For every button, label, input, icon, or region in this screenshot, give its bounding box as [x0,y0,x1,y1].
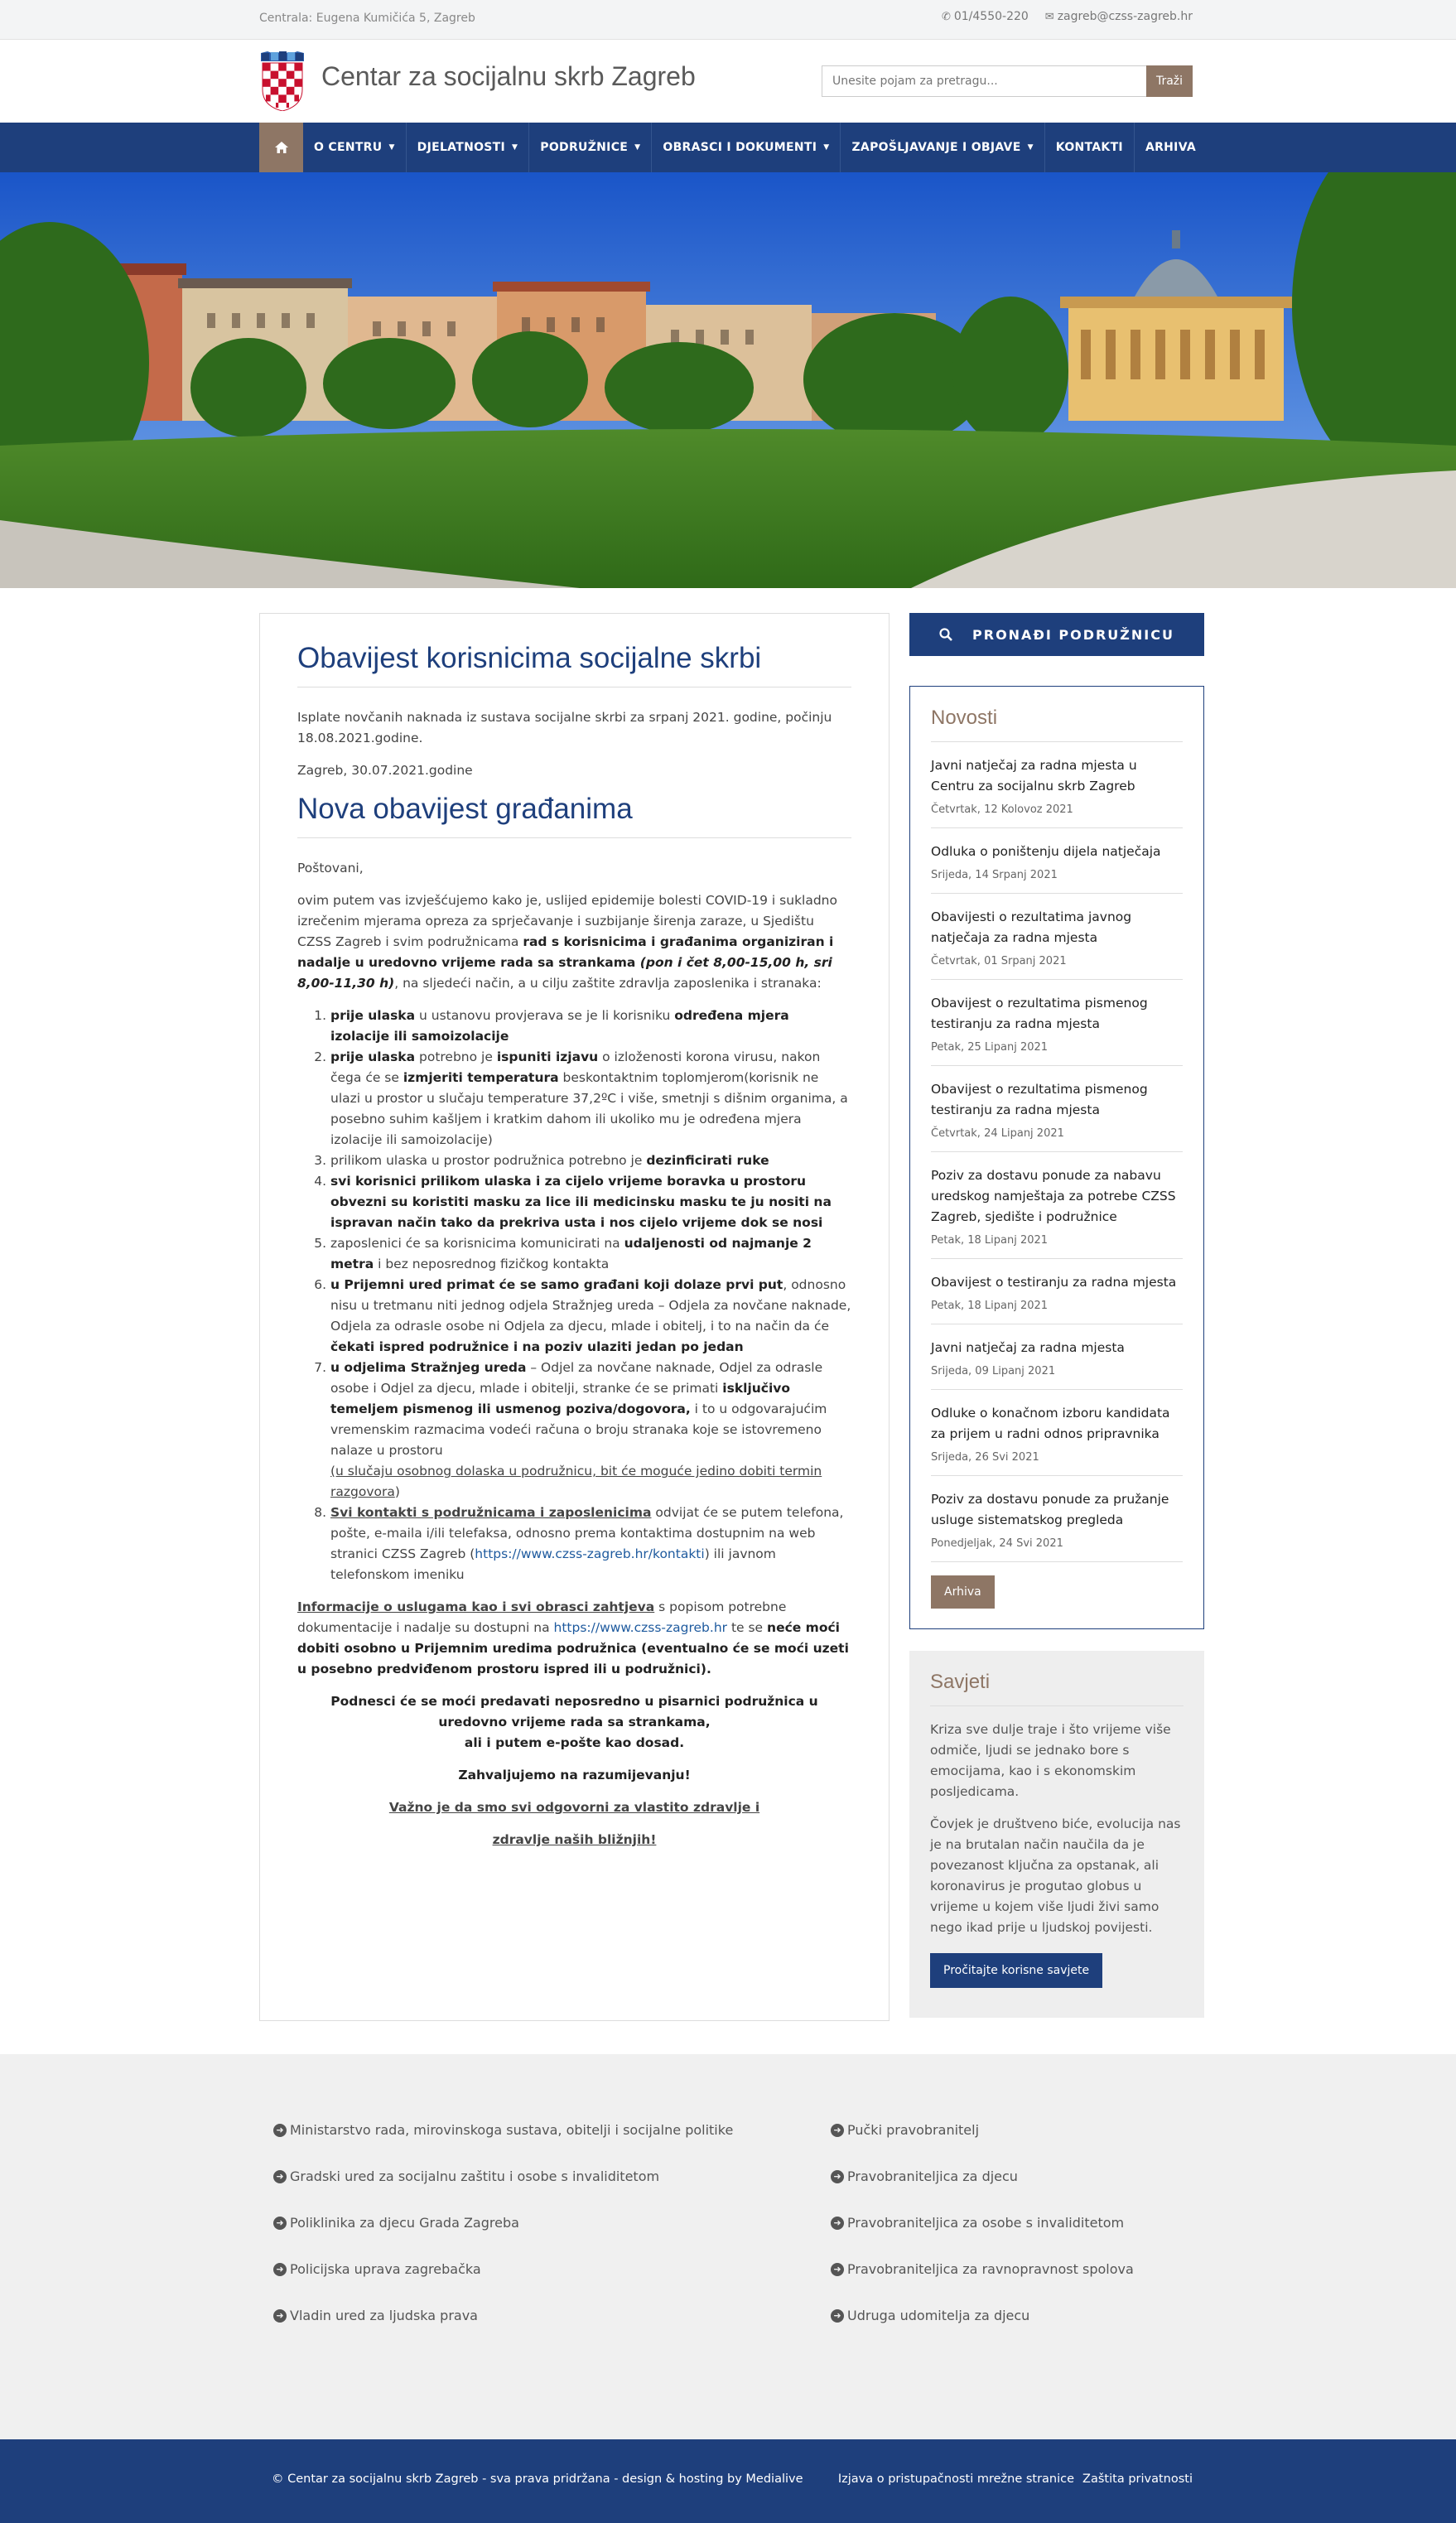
contacts-link[interactable]: https://www.czss-zagreb.hr/kontakti [475,1546,705,1561]
main-content [259,613,890,2021]
nav-podruznice[interactable] [529,123,652,172]
news-title[interactable]: Javni natječaj za radna mjesta [931,1340,1125,1355]
site-header [0,40,1456,123]
intro-paragraph: ovim putem vas izvješćujemo kako je, uslijed epidemije bolesti COVID-19 i sukladno izrečenim mjerama opreza za sprječavanje i suzbijanje širenja zaraze, u Sjedištu CZSS Zagreb i svim podružnicama rad s korisnicima i građanima organiziran i nadalje u uredovno vrijeme rada sa strankama (pon i čet 8,00-15,00 h, sri 8,00-11,30 h), na sljedeći način, a u cilju zaštite zdravlja zaposlenika i stranaka: [297,893,837,991]
home-icon [274,141,289,154]
chevron-down-icon: ▼ [388,143,395,152]
health-note-2: zdravlje naših bližnjih! [492,1832,657,1847]
accessibility-link[interactable]: Izjava o pristupačnosti mrežne stranice [837,2472,1075,2486]
phone-link[interactable] [942,10,1029,23]
arrow-right-circle-icon: ➜ [273,2309,287,2323]
nav-o-centru[interactable] [303,123,407,172]
news-title[interactable]: Odluke o konačnom izboru kandidata za prijem u radni odnos pripravnika [931,1406,1170,1441]
arrow-right-circle-icon: ➜ [273,2263,287,2276]
footer-links-right [831,2122,1134,2354]
news-title[interactable]: Javni natječaj za radna mjesta u Centru za socijalnu skrb Zagreb [931,758,1137,794]
news-item[interactable] [931,1403,1183,1476]
search-input[interactable] [822,65,1146,97]
email-link[interactable] [1045,10,1193,23]
chevron-down-icon: ▼ [512,143,518,152]
nav-obrasci[interactable] [652,123,841,172]
nav-label: DJELATNOSTI [417,141,506,154]
news-date: Četvrtak, 12 Kolovoz 2021 [931,803,1073,816]
arrow-right-circle-icon: ➜ [273,2217,287,2230]
arrow-right-circle-icon: ➜ [831,2170,844,2183]
bottom-bar [0,2439,1456,2523]
nav-label: ARHIVA [1145,141,1197,154]
news-date: Srijeda, 26 Svi 2021 [931,1451,1039,1464]
news-date: Petak, 18 Lipanj 2021 [931,1234,1049,1247]
news-item[interactable] [931,1165,1183,1259]
news-title[interactable]: Obavijesti o rezultatima javnog natječaja za radna mjesta [931,909,1132,945]
tips-paragraph: Kriza sve dulje traje i što vrijeme više odmiče, ljudi se jednako bore s emocijama, kao i s ekonomskim posljedicama. [930,1722,1171,1799]
phone-text: 01/4550-220 [953,10,1029,23]
footer-link[interactable]: ➜ Pravobraniteljica za djecu [831,2168,1134,2215]
sidebar [909,613,1204,2018]
article-title[interactable]: Obavijest korisnicima socijalne skrbi [297,642,851,687]
news-item[interactable] [931,842,1183,894]
address-text: Centrala: Eugena Kumičića 5, Zagreb [259,12,475,25]
tips-paragraph: Čovjek je društveno biće, evolucija nas je na brutalan način naučila da je povezanost ključna za opstanak, ali koronavirus je progutao globus u vrijeme u kojem više ljudi živi samo nego ikad prije u ljudskoj povijesti. [930,1816,1181,1935]
footer-link[interactable]: ➜ Pravobraniteljica za osobe s invaliditetom [831,2215,1134,2261]
nav-label: PODRUŽNICE [540,141,629,154]
search-button[interactable]: Traži [1146,65,1193,97]
arrow-right-circle-icon: ➜ [831,2263,844,2276]
arrow-right-circle-icon: ➜ [273,2124,287,2137]
news-heading: Novosti [931,707,1183,742]
footer-link[interactable]: ➜ Pučki pravobranitelj [831,2122,1134,2168]
news-item[interactable] [931,755,1183,828]
news-date: Petak, 25 Lipanj 2021 [931,1041,1049,1054]
info-paragraph: Informacije o uslugama kao i svi obrasci zahtjeva s popisom potrebne dokumentacije i nadalje su dostupni na https://www.czss-zagreb.hr te se neće moći dobiti osobno u Prijemnim uredima podružnica (eventualno će se moći uzeti u posebno predviđenom prostoru ispred ili u podružnici). [297,1599,849,1676]
list-item: 8. Svi kontakti s podružnicama i zaposlenicima odvijat će se putem telefona, pošte, e-maila i/ili telefaksa, odnosno prema kontaktima dostupnim na web stranici CZSS Zagreb (https://www.czss-zagreb.hr/kontakti) ili javnom telefonskom imeniku [330,1503,851,1585]
news-title[interactable]: Poziv za dostavu ponude za nabavu uredskog namještaja za potrebe CZSS Zagreb, sjedište i podružnice [931,1168,1176,1224]
copyright-text: © Centar za socijalnu skrb Zagreb - sva prava pridržana - design & hosting by Medialive [272,2472,803,2486]
list-item: 3. prilikom ulaska u prostor podružnica potrebno je dezinficirati ruke [330,1151,851,1171]
privacy-link[interactable]: Zaštita privatnosti [1082,2472,1193,2486]
email-text: zagreb@czss-zagreb.hr [1057,10,1193,23]
news-box [909,686,1204,1629]
read-tips-button[interactable]: Pročitajte korisne savjete [930,1953,1102,1988]
find-branch-button[interactable] [909,613,1204,656]
news-date: Srijeda, 14 Srpanj 2021 [931,869,1058,881]
news-date: Četvrtak, 24 Lipanj 2021 [931,1127,1064,1140]
footer-link[interactable]: ➜ Poliklinika za djecu Grada Zagreba [273,2215,733,2261]
chevron-down-icon: ▼ [823,143,830,152]
list-item: 7. u odjelima Stražnjeg ureda – Odjel za novčane naknade, Odjel za odrasle osobe i Odjel za djecu, mlade i obitelji, stranke će se primati isključivo temeljem pismenog ili usmenog poziva/dogovora, i to u odgovarajućim vremenskim razmacima vodeći računa o broju stranaka koje se istovremeno nalaze u prostoru (u slučaju osobnog dolaska u podružnicu, bit će moguće jedino dobiti termin razgovora) [330,1358,851,1503]
archive-button[interactable]: Arhiva [931,1575,995,1609]
footer-links-section [0,2054,1456,2439]
nav-arhiva[interactable] [1135,123,1207,172]
chevron-down-icon: ▼ [1027,143,1034,152]
footer-link[interactable]: ➜ Policijska uprava zagrebačka [273,2261,733,2308]
closing-note: Podnesci će se moći predavati neposredno u pisarnici podružnica u uredovno vrijeme rada sa strankama, ali i putem e-pošte kao dosad. [330,1694,818,1750]
nav-label: ZAPOŠLJAVANJE I OBJAVE [851,141,1021,154]
search-form [822,65,1193,97]
main-nav [0,123,1456,172]
news-title[interactable]: Odluka o poništenju dijela natječaja [931,844,1161,859]
list-item: 6. u Prijemni ured primat će se samo građani koji dolaze prvi put, odnosno nisu u tretmanu niti jednog odjela Stražnjeg ureda – Odjela za novčane naknade, Odjela za odrasle osobe ni Odjela za djecu, mlade i obitelj, i to na način da će čekati ispred podružnice i na poziv ulaziti jedan po jedan [330,1275,851,1358]
footer-links-left [273,2122,733,2354]
list-item: 5. zaposlenici će sa korisnicima komunicirati na udaljenosti od najmanje 2 metra i bez neposrednog fizičkog kontakta [330,1233,851,1275]
news-item[interactable] [931,1489,1183,1562]
website-link[interactable]: https://www.czss-zagreb.hr [553,1620,728,1635]
appointment-note: (u slučaju osobnog dolaska u podružnicu, bit će moguće jedino dobiti termin razgovora [330,1464,822,1499]
envelope-icon: ✉ [1044,11,1054,23]
news-date: Srijeda, 09 Lipanj 2021 [931,1365,1056,1377]
article-title-2[interactable]: Nova obavijest građanima [297,793,851,838]
hero-banner-image [0,172,1456,588]
footer-link[interactable]: ➜ Gradski ured za socijalnu zaštitu i osobe s invaliditetom [273,2168,733,2215]
news-item[interactable] [931,993,1183,1066]
nav-kontakti[interactable] [1045,123,1135,172]
list-item: 1. prije ulaska u ustanovu provjerava se je li korisniku određena mjera izolacije ili samoizolacije [330,1006,851,1047]
measures-list [330,1006,851,1585]
news-item[interactable] [931,907,1183,980]
tips-heading: Savjeti [930,1671,1184,1706]
article-date: Zagreb, 30.07.2021.godine [297,763,473,778]
news-date: Ponedjeljak, 24 Svi 2021 [931,1537,1063,1550]
news-title[interactable]: Obavijest o rezultatima pismenog testiranju za radna mjesta [931,1082,1148,1117]
health-note: Važno je da smo svi odgovorni za vlastito zdravlje i [388,1800,760,1815]
coat-of-arms-logo[interactable] [259,51,306,111]
site-title[interactable]: Centar za socijalnu skrb Zagreb [321,61,696,91]
nav-label: OBRASCI I DOKUMENTI [663,141,817,154]
search-icon [939,628,952,641]
arrow-right-circle-icon: ➜ [273,2170,287,2183]
list-item: 2. prije ulaska potrebno je ispuniti izjavu o izloženosti korona virusu, nakon čega će se izmjeriti temperatura beskontaktnim toplomjerom(korisnik ne ulazi u prostor u slučaju temperature 37,2ºC i više, smetnji s dišnim organima, a posebno suhim kašljem i kratkim dahom ili ukoliko mu je određena mjera izolacije ili samoizolacije) [330,1047,851,1151]
chevron-down-icon: ▼ [634,143,641,152]
news-item[interactable] [931,1338,1183,1390]
footer-link[interactable]: ➜ Ministarstvo rada, mirovinskoga sustava, obitelji i socijalne politike [273,2122,733,2168]
footer-link[interactable]: ➜ Vladin ured za ljudska prava [273,2308,733,2354]
news-title[interactable]: Obavijest o testiranju za radna mjesta [931,1275,1177,1290]
legal-links [838,2472,1193,2486]
news-date: Četvrtak, 01 Srpanj 2021 [931,955,1067,967]
nav-label: KONTAKTI [1055,141,1123,154]
news-title[interactable]: Poziv za dostavu ponude za pružanje usluge sistematskog pregleda [931,1492,1169,1527]
top-bar [0,0,1456,40]
services-link[interactable]: Informacije o uslugama kao i svi obrasci zahtjeva [297,1599,655,1614]
list-item: 4. svi korisnici prilikom ulaska i za cijelo vrijeme boravka u prostoru obvezni su koristiti masku za lice ili medicinsku masku te ju nositi na ispravan način tako da prekriva usta i nos cijelo vrijeme dok se nosi [330,1171,851,1233]
footer-link[interactable]: ➜ Pravobraniteljica za ravnopravnost spolova [831,2261,1134,2308]
arrow-right-circle-icon: ➜ [831,2217,844,2230]
arrow-right-circle-icon: ➜ [831,2309,844,2323]
news-date: Petak, 18 Lipanj 2021 [931,1300,1049,1312]
news-item[interactable] [931,1079,1183,1152]
article-paragraph: Isplate novčanih naknada iz sustava socijalne skrbi za srpanj 2021. godine, počinju 18.08.2021.godine. [297,710,832,745]
nav-label: O CENTRU [314,141,383,154]
arrow-right-circle-icon: ➜ [831,2124,844,2137]
nav-home[interactable] [259,123,303,172]
thanks-note: Zahvaljujemo na razumijevanju! [458,1768,691,1783]
greeting: Poštovani, [297,861,364,876]
news-title[interactable]: Obavijest o rezultatima pismenog testiranju za radna mjesta [931,996,1148,1031]
footer-link[interactable]: ➜ Udruga udomitelja za djecu [831,2308,1134,2354]
nav-zaposljavanje[interactable] [841,123,1044,172]
nav-djelatnosti[interactable] [407,123,530,172]
top-contacts [942,10,1193,23]
tips-box [909,1651,1204,2018]
phone-icon: ✆ [941,11,951,23]
news-item[interactable] [931,1272,1183,1324]
find-branch-label: PRONAĐI PODRUŽNICU [972,626,1174,643]
